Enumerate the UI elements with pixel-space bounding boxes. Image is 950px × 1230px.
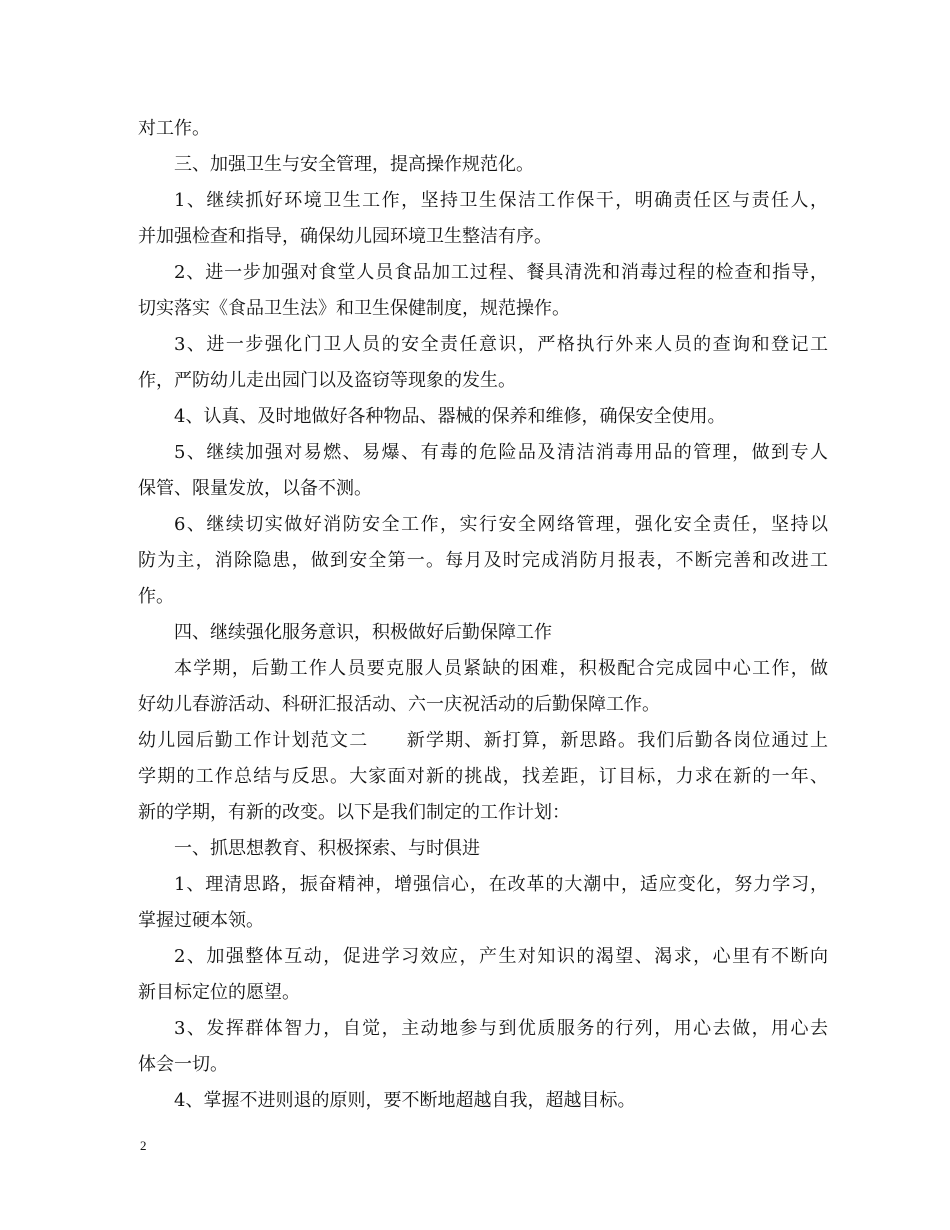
section-heading: 一、抓思想教育、积极探索、与时俱进: [174, 838, 480, 859]
text-line: 2、加强整体互动，促进学习效应，产生对知识的渴望、渴求，心里有不断向: [174, 946, 828, 967]
text-line: 1、理清思路，振奋精神，增强信心，在改革的大潮中，适应变化，努力学习，: [174, 874, 828, 895]
text-line: 本学期，后勤工作人员要克服人员紧缺的困难，积极配合完成园中心工作，做: [174, 658, 828, 679]
text-line: 幼儿园后勤工作计划范文二 新学期、新打算，新思路。我们后勤各岗位通过上: [138, 730, 828, 751]
text-line: 6、继续切实做好消防安全工作，实行安全网络管理，强化安全责任，坚持以: [174, 514, 828, 535]
text-line: 2、进一步加强对食堂人员食品加工过程、餐具清洗和消毒过程的检查和指导，: [174, 262, 828, 283]
text-line: 4、掌握不进则退的原则，要不断地超越自我，超越目标。: [174, 1090, 636, 1111]
text-line: 4、认真、及时地做好各种物品、器械的保养和维修，确保安全使用。: [174, 406, 726, 427]
text-line: 新目标定位的愿望。: [138, 982, 300, 1003]
text-line: 3、发挥群体智力，自觉，主动地参与到优质服务的行列，用心去做，用心去: [174, 1018, 828, 1039]
text-line: 切实落实《食品卫生法》和卫生保健制度，规范操作。: [138, 298, 570, 319]
text-line: 体会一切。: [138, 1054, 228, 1075]
section-heading: 三、加强卫生与安全管理，提高操作规范化。: [174, 154, 534, 175]
page-number: 2: [140, 1138, 147, 1153]
text-line: 作，严防幼儿走出园门以及盗窃等现象的发生。: [138, 370, 516, 391]
text-line: 1、继续抓好环境卫生工作，坚持卫生保洁工作保干，明确责任区与责任人，: [174, 190, 828, 211]
section-heading: 四、继续强化服务意识，积极做好后勤保障工作: [174, 622, 552, 643]
text-line: 并加强检查和指导，确保幼儿园环境卫生整洁有序。: [138, 226, 552, 247]
text-line: 好幼儿春游活动、科研汇报活动、六一庆祝活动的后勤保障工作。: [138, 694, 660, 715]
text-line: 对工作。: [138, 118, 210, 139]
text-line: 保管、限量发放，以备不测。: [138, 478, 372, 499]
text-line: 防为主，消除隐患，做到安全第一。每月及时完成消防月报表，不断完善和改进工: [138, 550, 828, 571]
text-line: 掌握过硬本领。: [138, 910, 264, 931]
text-line: 作。: [138, 586, 174, 607]
text-line: 5、继续加强对易燃、易爆、有毒的危险品及清洁消毒用品的管理，做到专人: [174, 442, 828, 463]
text-line: 学期的工作总结与反思。大家面对新的挑战，找差距，订目标，力求在新的一年、: [138, 766, 828, 787]
text-line: 3、进一步强化门卫人员的安全责任意识，严格执行外来人员的查询和登记工: [174, 334, 828, 355]
text-line: 新的学期，有新的改变。以下是我们制定的工作计划：: [138, 802, 570, 823]
